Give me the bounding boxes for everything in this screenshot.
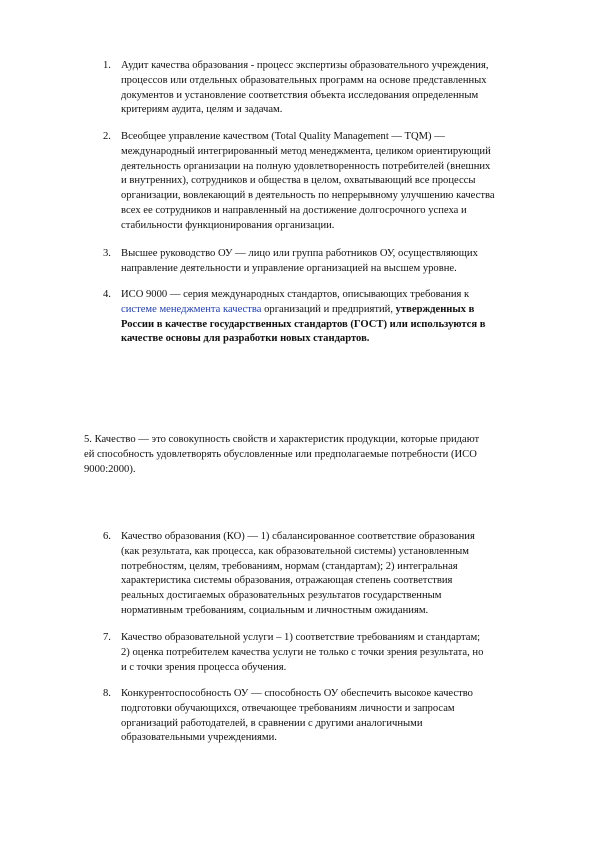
item-number: 8. [103,688,111,699]
item-text-line: направление деятельности и управление организацией на высшем уровне. [121,262,457,274]
item-text-line: (как результата, как процесса, как образовательной системы) установленным [121,545,469,557]
item-text-line: и внутренних), сотрудников и общества в целом, охватывающий все процессы [121,175,476,187]
item-text-line: образовательными учреждениями. [121,732,277,744]
item-text-line: всех ее сотрудников и направленный на достижение долгосрочного успеха и [121,204,467,216]
quality-management-system-link[interactable]: системе менеджмента качества [121,303,262,315]
definition-item-3 [103,247,553,277]
item-text-line: ей способность удовлетворять обусловленные или предполагаемые потребности (ИСО [84,448,477,460]
item-text-fragment: организаций и предприятий, [261,303,396,315]
definition-item-7 [103,631,553,675]
definition-item-5 [84,433,554,477]
item-text-line [84,433,554,448]
item-text-line-bold: качестве основы для разработки новых стандартов. [121,333,370,345]
definition-item-1 [103,59,553,118]
item-text-line: Качество образовательной услуги – 1) соответствие требованиям и стандартам; [121,632,481,643]
item-text-line: процессов или отдельных образовательных программ на основе представленных [121,74,487,86]
item-text-line: Качество образования (КО) — 1) сбалансированное соответствие образования [121,531,475,542]
item-text-fragment-bold: утвержденных в [395,303,475,315]
item-number: 1. [103,60,111,71]
item-text-line: 2) оценка потребителем качества услуги не только с точки зрения результата, но [121,646,484,658]
item-text-line: 9000:2000). [84,463,136,475]
item-text-line: Аудит качества образования - процесс экспертизы образовательного учреждения, [121,60,489,71]
item-text-line: стабильности функционирования организации. [121,219,335,231]
item-text-line-bold: России в качестве государственных стандартов (ГОСТ) или используются в [121,318,486,330]
item-text-line: потребностям, целям, требованиям, нормам (стандартам); 2) интегральная [121,560,458,572]
item-text-line: критериям аудита, целям и задачам. [121,104,283,116]
definition-item-6 [103,530,553,619]
item-text-line: организаций работодателей, в сравнении с другими аналогичными [121,717,423,729]
definition-item-8 [103,687,553,746]
item-number: 2. [103,131,111,142]
item-text-line: Конкурентоспособность ОУ — способность ОУ обеспечить высокое качество [121,688,473,699]
item-text-line: и с точки зрения процесса обучения. [121,661,287,673]
item-number: 4. [103,289,111,300]
item-number: 3. [103,248,111,259]
item-text-line: деятельность организации на полную удовлетворенность потребителей (внешних [121,160,491,172]
item-number: 6. [103,531,111,542]
item-text-line: ИСО 9000 — серия международных стандартов, описывающих требования к [121,289,470,300]
item-text-line: документов и установление соответствия объекта исследования определенным [121,89,479,101]
item-text-line: организации, вовлекающий в деятельность по непрерывному улучшению качества [121,190,495,202]
item-text-line: реальных достигаемых образовательных результатов государственным [121,590,442,602]
item-text-line-with-link [121,303,553,318]
item-text-line: Высшее руководство ОУ — лицо или группа работников ОУ, осуществляющих [121,248,478,259]
item-text-line: подготовки обучающихся, отвечающее требованиям личности и запросам [121,702,455,714]
item-text-line: характеристика системы образования, отражающая степень соответствия [121,575,453,587]
item-number: 7. [103,632,111,643]
item-number: 5. [84,434,92,445]
item-text-fragment: Качество — это совокупность свойств и характеристик продукции, которые придают [91,434,480,445]
item-text-line: нормативным требованиям, социальным и личностным ожиданиям. [121,604,429,616]
definition-item-2 [103,130,553,234]
item-text-line: Всеобщее управление качеством (Total Quality Management — TQM) — [121,131,445,142]
definition-item-4 [103,288,553,347]
item-text-line: международный интегрированный метод менеджмента, целиком ориентирующий [121,145,491,157]
